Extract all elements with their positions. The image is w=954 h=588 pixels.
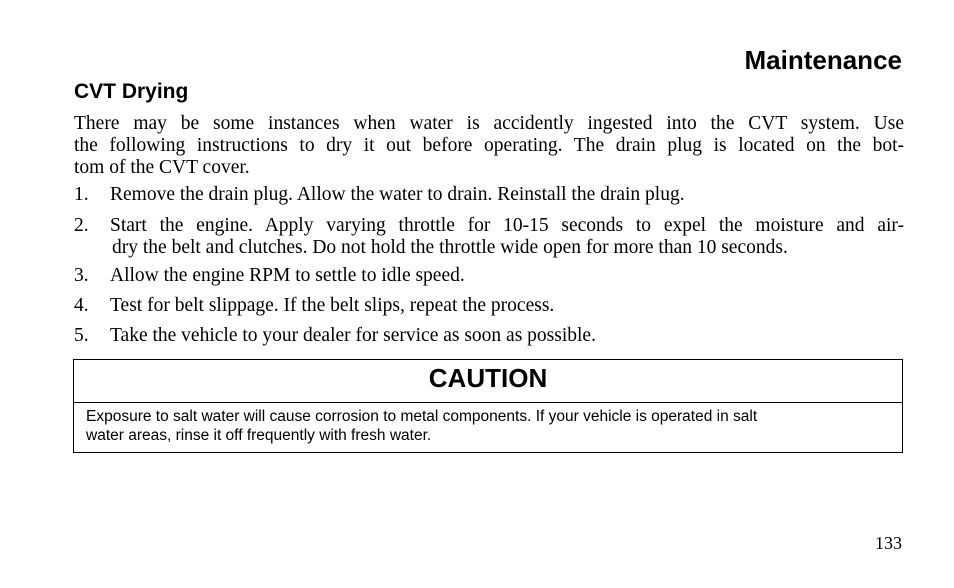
step-number: 3. <box>74 265 89 286</box>
step-text <box>110 184 904 206</box>
intro-line: There may be some instances when water is accidently ingested into the CVT system. Use <box>74 113 904 134</box>
step-line: Remove the drain plug. Allow the water to drain. Reinstall the drain plug. <box>110 184 685 205</box>
step-line: dry the belt and clutches. Do not hold the throttle wide open for more than 10 seconds. <box>112 237 788 258</box>
subheading-cvt-drying: CVT Drying <box>74 80 189 103</box>
intro-paragraph <box>74 113 904 179</box>
step-text <box>110 265 904 287</box>
step-text <box>110 325 904 347</box>
caution-box <box>73 359 903 453</box>
step-line: Start the engine. Apply varying throttle for 10-15 seconds to expel the moisture and air- <box>110 215 904 236</box>
caution-line: water areas, rinse it off frequently with fresh water. <box>86 427 432 444</box>
intro-line: tom of the CVT cover. <box>74 157 250 178</box>
step-text <box>110 295 904 317</box>
step-number: 2. <box>74 215 89 236</box>
step-text <box>110 215 904 259</box>
section-title: Maintenance <box>744 45 902 75</box>
page-number: 133 <box>875 533 902 553</box>
caution-line: Exposure to salt water will cause corrosion to metal components. If your vehicle is operated in salt <box>86 408 758 425</box>
step-number: 1. <box>74 184 89 205</box>
step-line: Allow the engine RPM to settle to idle speed. <box>110 265 465 286</box>
step-number: 5. <box>74 325 89 346</box>
step-line: Take the vehicle to your dealer for service as soon as possible. <box>110 325 596 346</box>
caution-text <box>86 407 892 445</box>
step-number: 4. <box>74 295 89 316</box>
caution-title: CAUTION <box>74 360 902 403</box>
step-line: Test for belt slippage. If the belt slips, repeat the process. <box>110 295 555 316</box>
intro-line: the following instructions to dry it out before operating. The drain plug is located on the bot- <box>74 135 904 156</box>
